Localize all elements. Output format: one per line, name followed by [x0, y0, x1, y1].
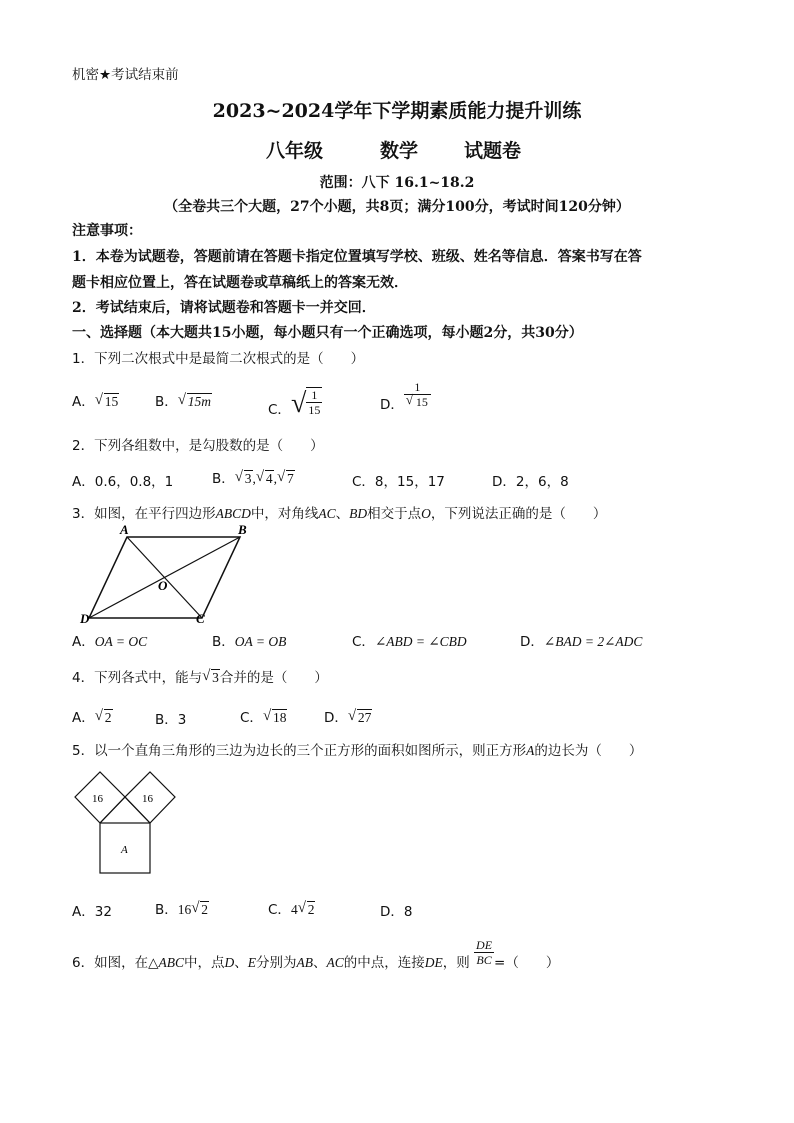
- q2-option-a: A．0.6，0.8，1: [72, 474, 174, 490]
- note-2: 2．考试结束后，请将试题卷和答题卡一并交回．: [72, 300, 376, 316]
- notes-heading: 注意事项：: [72, 223, 142, 239]
- square-a-label: A: [121, 844, 128, 856]
- q4-option-c: C． √ 18: [240, 708, 287, 726]
- q4-option-a: A． √ 2: [72, 708, 112, 726]
- exam-summary: （全卷共三个大题，27个小题，共8页；满分100分，考试时间120分钟）: [164, 199, 630, 215]
- exam-title: 2023~2024学年下学期素质能力提升训练: [212, 100, 582, 122]
- vertex-b: B: [238, 522, 247, 537]
- q1-option-a: A． √ 15: [72, 392, 119, 410]
- q2-option-b: B． √ 3, √ 4, √ 7: [212, 469, 294, 487]
- q5-option-a: A．32: [72, 904, 112, 920]
- q5-option-b: B．16 √ 2: [155, 900, 209, 918]
- section-1-heading: 一、选择题（本大题共15小题，每小题只有一个正确选项，每小题2分，共30分）: [72, 325, 583, 341]
- vertex-c: C: [196, 611, 205, 626]
- q3-option-d: D．∠BAD = 2∠ADC: [520, 634, 643, 650]
- q1-option-c: C．√ $\frac{1}{15}$: [268, 388, 321, 419]
- q5-option-d: D．8: [380, 904, 413, 920]
- q3-parallelogram-figure: [72, 522, 262, 627]
- paper-label: 试题卷: [464, 140, 522, 162]
- q1-option-b: B． √ 15m: [155, 392, 212, 410]
- subject-label: 数学: [380, 140, 419, 162]
- q4-option-d: D． √ 27: [324, 708, 372, 726]
- grade-label: 八年级: [266, 140, 324, 162]
- q3-option-c: C．∠ABD = ∠CBD: [352, 634, 467, 650]
- q4-option-b: B．3: [155, 712, 187, 728]
- q1-stem: 1．下列二次根式中是最简二次根式的是（ ）: [72, 351, 365, 367]
- q2-option-c: C．8，15，17: [352, 474, 445, 490]
- q2-option-d: D．2，6，8: [492, 474, 569, 490]
- q1-option-d: D． 1 √ 15: [380, 380, 431, 409]
- confidential-label: 机密★考试结束前: [72, 67, 179, 83]
- q4-stem: 4．下列各式中，能与 √ 3合并的是（ ）: [72, 668, 328, 686]
- note-1-line-2: 题卡相应位置上，答在试题卷或草稿纸上的答案无效．: [72, 275, 408, 291]
- q5-stem: 5．以一个直角三角形的三边为边长的三个正方形的面积如图所示，则正方形A的边长为（ ）: [72, 743, 643, 759]
- q5-squares-figure: [72, 768, 182, 878]
- note-1-line-1: 1．本卷为试题卷，答题前请在答题卡指定位置填写学校、班级、姓名等信息．答案书写在答: [72, 249, 642, 265]
- q3-option-a: A．OA = OC: [72, 634, 148, 650]
- q2-stem: 2．下列各组数中，是勾股数的是（ ）: [72, 438, 324, 454]
- square-left-label: 16: [92, 793, 103, 805]
- square-right-label: 16: [142, 793, 153, 805]
- q6-stem: 6．如图，在△ABC中，点D、E分别为AB、AC的中点，连接DE，则 $\frac{DE}{BC}$ =（ ）: [72, 938, 560, 971]
- exam-scope: 范围：八下 16.1~18.2: [319, 175, 475, 191]
- center-o: O: [158, 578, 168, 593]
- q5-option-c: C．4 √ 2: [268, 900, 315, 918]
- q3-option-b: B．OA = OB: [212, 634, 287, 650]
- vertex-a: A: [120, 522, 129, 537]
- vertex-d: D: [80, 611, 90, 626]
- q3-stem: 3．如图，在平行四边形ABCD中，对角线AC、BD相交于点O，下列说法正确的是（ ）: [72, 506, 607, 522]
